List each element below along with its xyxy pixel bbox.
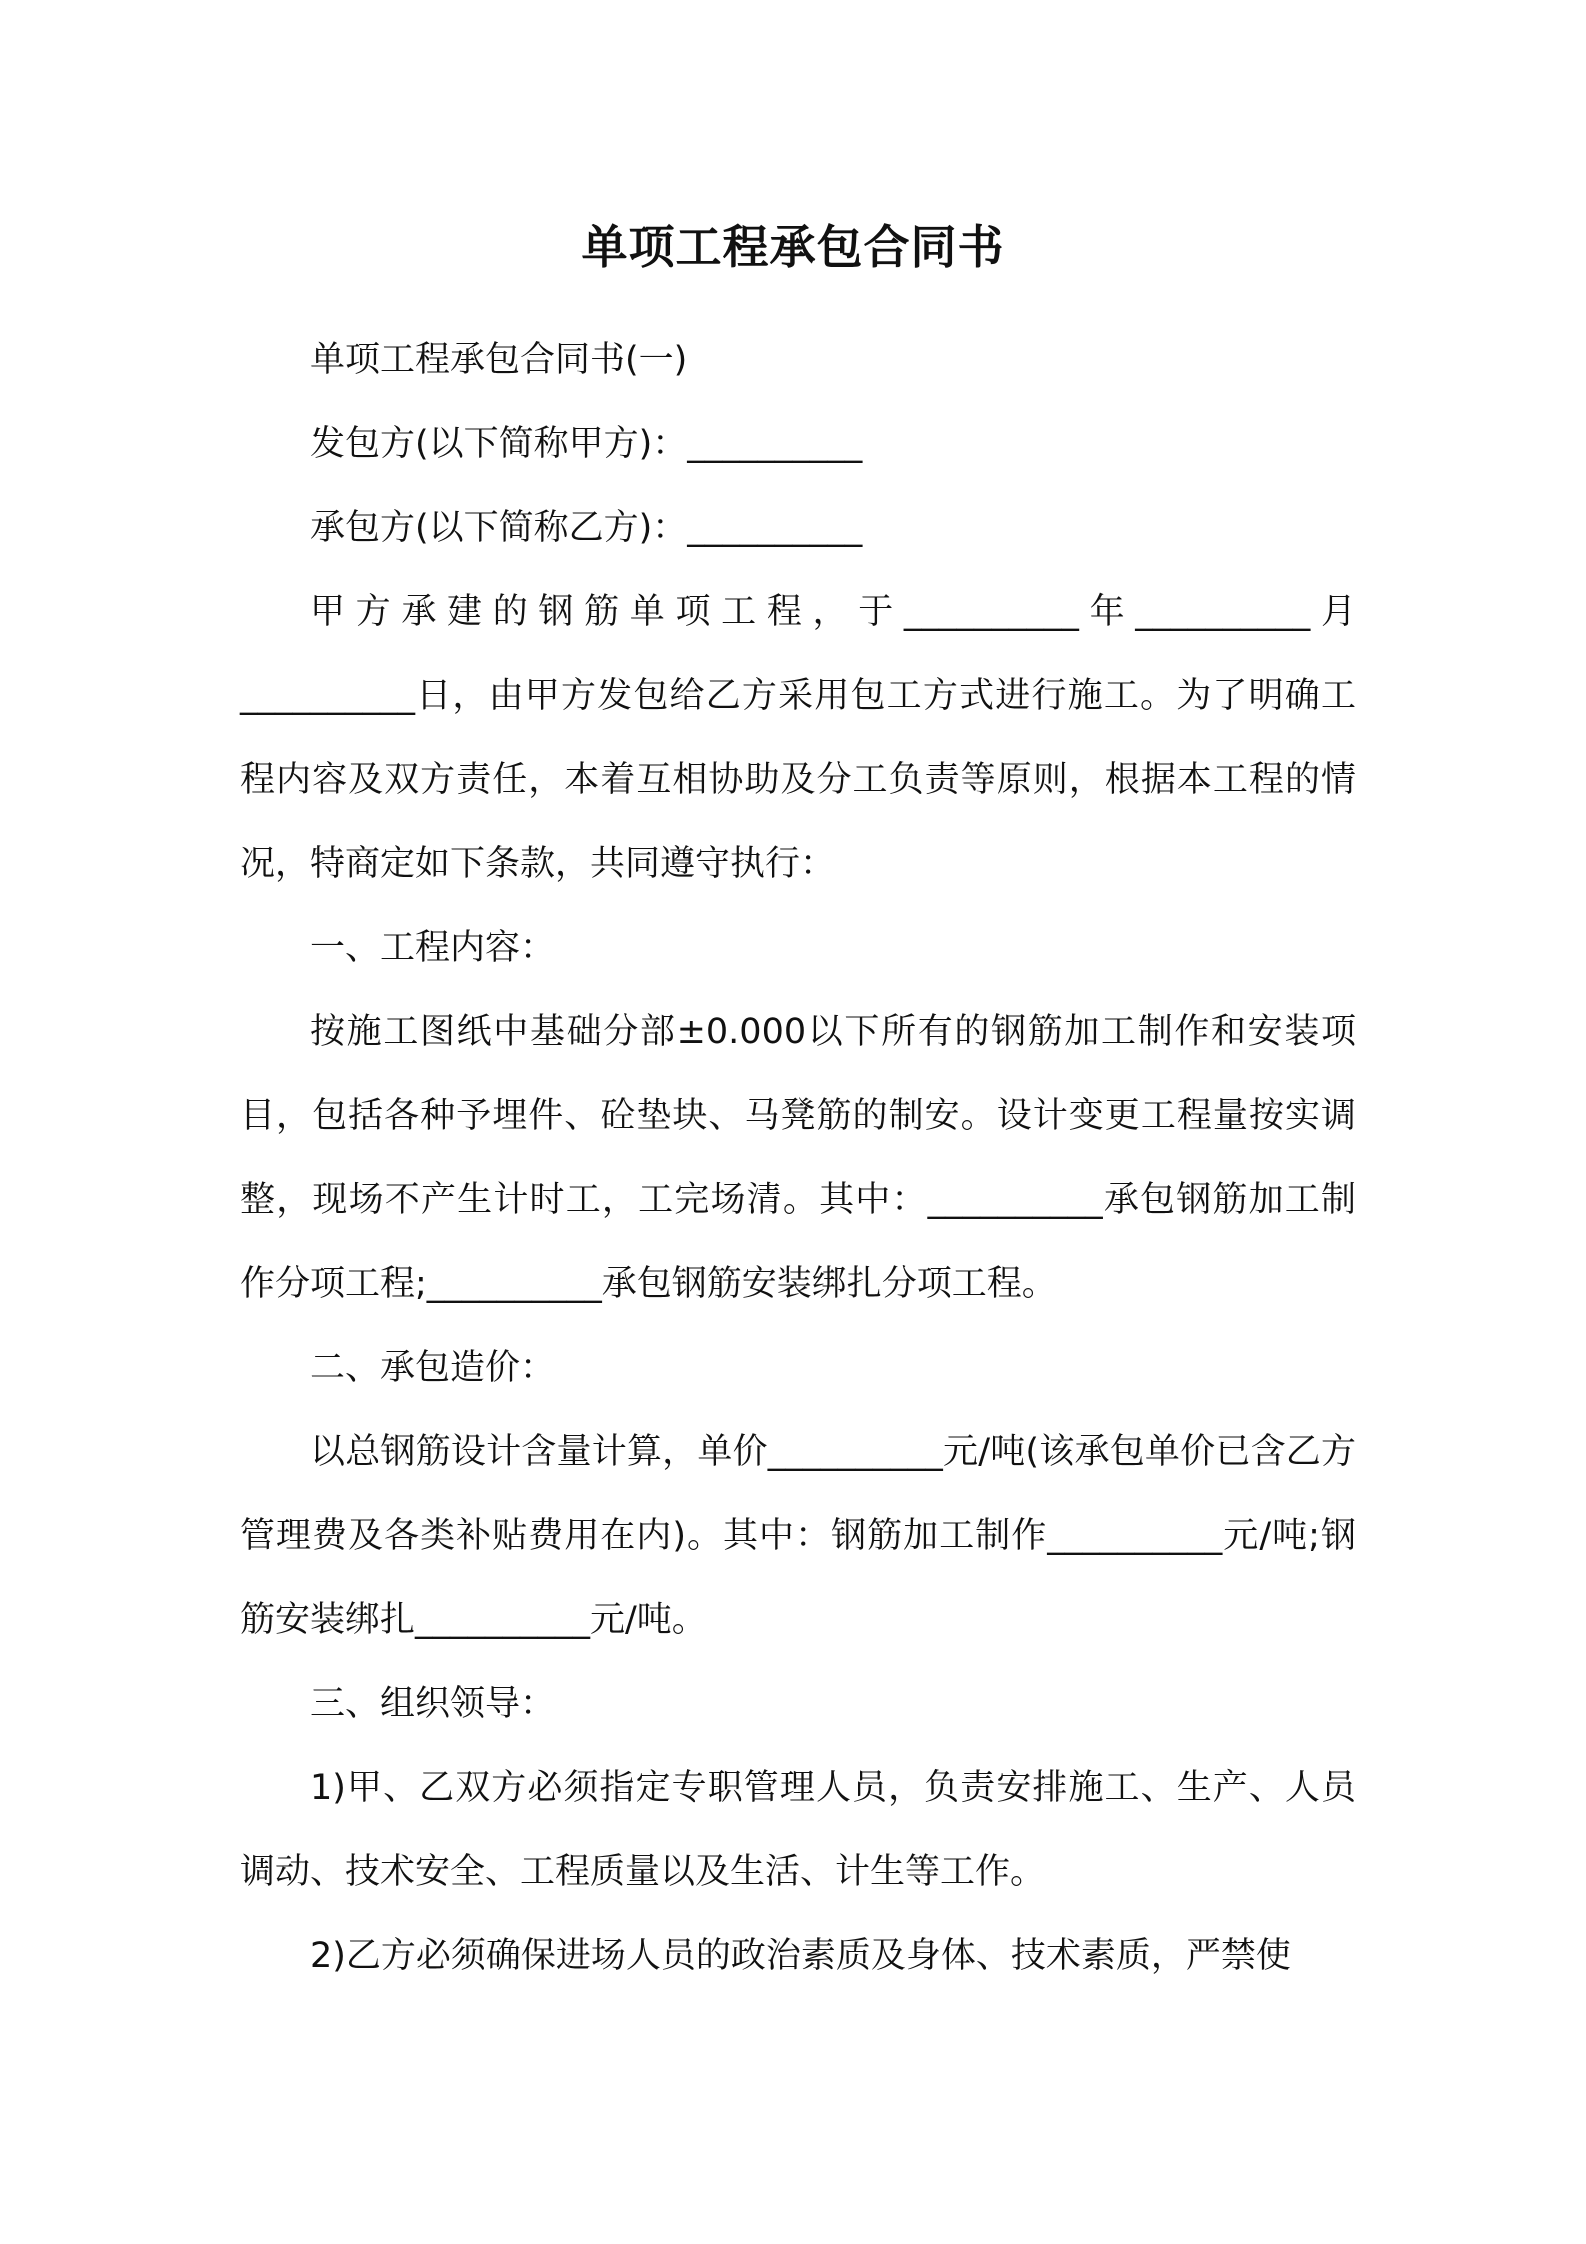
- section-heading-organization: 三、组织领导：: [310, 1684, 556, 1724]
- organization-item-2: 2)乙方必须确保进场人员的政治素质及身体、技术素质，严禁使: [310, 1936, 1291, 1976]
- organization-item-1: 1)甲、乙双方必须指定专职管理人员，负责安排施工、生产、人员调动、技术安全、工程质量以及生活、计生等工作。: [240, 1768, 1356, 1892]
- document-title: 单项工程承包合同书: [581, 220, 1005, 274]
- price-paragraph: 以总钢筋设计含量计算，单价__________元/吨(该承包单价已含乙方管理费及各类补贴费用在内)。其中：钢筋加工制作__________元/吨;钢筋安装绑扎__________元/吨。: [240, 1432, 1356, 1640]
- document-body: [240, 318, 1356, 1998]
- party-b-line: 承包方(以下简称乙方)：__________: [310, 508, 863, 548]
- scope-paragraph: 按施工图纸中基础分部±0.000以下所有的钢筋加工制作和安装项目，包括各种予埋件、砼垫块、马凳筋的制安。设计变更工程量按实调整，现场不产生计时工，工完场清。其中：__________承包钢筋加工制作分项工程;__________承包钢筋安装绑扎分项工程。: [240, 1012, 1356, 1304]
- subtitle-paragraph: 单项工程承包合同书(一): [310, 340, 688, 380]
- section-heading-scope: 一、工程内容：: [310, 928, 556, 968]
- preamble-paragraph: 甲方承建的钢筋单项工程，于__________年__________月__________日，由甲方发包给乙方采用包工方式进行施工。为了明确工程内容及双方责任，本着互相协助及分工负责等原则，根据本工程的情况，特商定如下条款，共同遵守执行：: [240, 592, 1356, 884]
- section-heading-price: 二、承包造价：: [310, 1348, 556, 1388]
- party-a-line: 发包方(以下简称甲方)：__________: [310, 424, 863, 464]
